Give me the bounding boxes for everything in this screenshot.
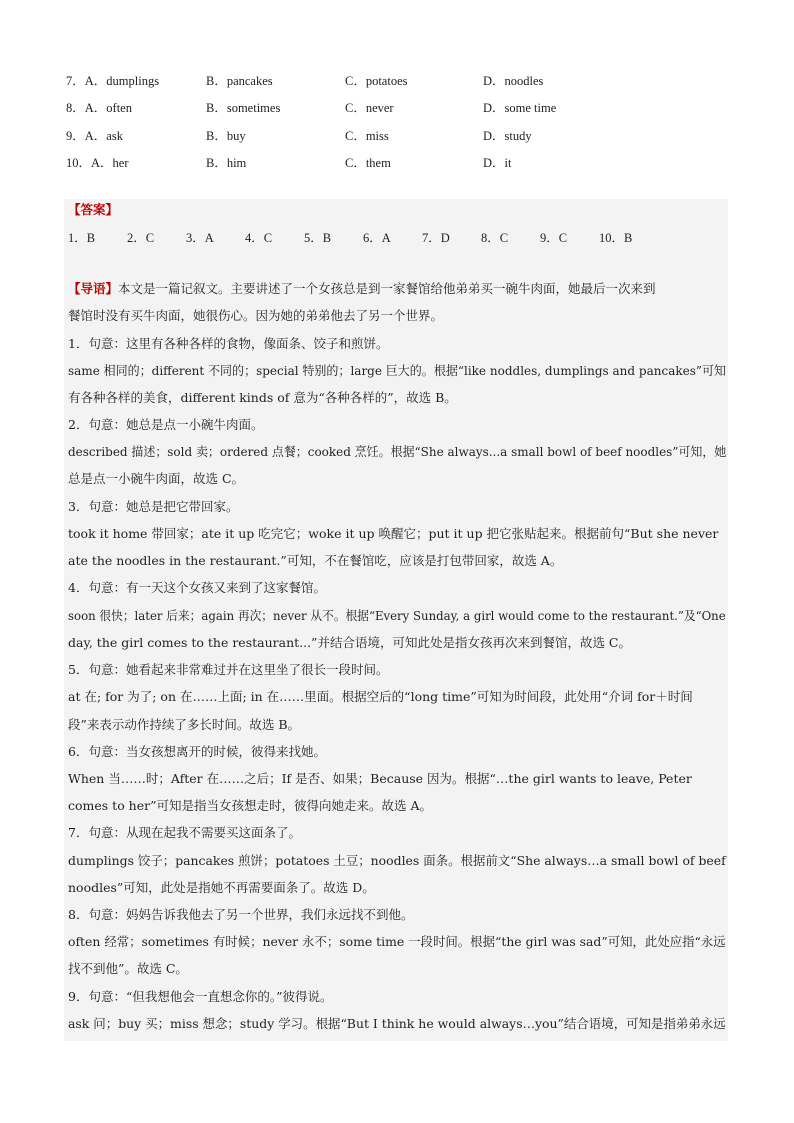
- explanation-line: 2．句意：她总是点一小碗牛肉面。: [68, 417, 264, 432]
- explanation-line: 8．句意：妈妈告诉我他去了另一个世界，我们永远找不到他。: [68, 907, 414, 922]
- explanation-line: day, the girl comes to the restaurant...”并结合语境，可知此处是指女孩再次来到餐馆，故选 C。: [68, 635, 631, 650]
- option-d: D．study: [483, 128, 532, 143]
- guide-text: 本文是一篇记叙文。主要讲述了一个女孩总是到一家餐馆给他弟弟买一碗牛肉面，她最后一次来到: [118, 281, 656, 296]
- option-b: B．him: [206, 156, 247, 171]
- answer-item: 7．D: [422, 231, 450, 245]
- explanation-line: 7．句意：从现在起我不需要买这面条了。: [68, 825, 301, 840]
- explanation-line: noodles”可知，此处是指她不再需要面条了。故选 D。: [68, 880, 375, 895]
- explanation-line: When 当……时；After 在……之后；If 是否、如果；Because 因为。根据“…the girl wants to leave, Peter: [68, 771, 692, 786]
- guide-line-2: 餐馆时没有买牛肉面，她很伤心。因为她的弟弟他去了另一个世界。: [68, 308, 444, 323]
- explanation-line: 4．句意：有一天这个女孩又来到了这家餐馆。: [68, 580, 326, 595]
- option-b: B．buy: [206, 128, 246, 143]
- explanation-line: often 经常；sometimes 有时候；never 永不；some time 一段时间。根据“the girl was sad”可知，此处应指“永远: [68, 934, 726, 949]
- explanation-line: 有各种各样的美食，different kinds of 意为“各种各样的”，故选 B。: [68, 390, 457, 405]
- option-d: D．it: [483, 156, 512, 171]
- explanation-line: 1．句意：这里有各种各样的食物，像面条、饺子和煎饼。: [68, 336, 389, 351]
- answer-item: 4．C: [245, 231, 273, 245]
- explanation-line: 找不到他”。故选 C。: [68, 961, 188, 976]
- option-b: B．sometimes: [206, 101, 281, 116]
- explanation-line: ate the noodles in the restaurant.”可知，不在餐馆吃，应该是打包带回家，故选 A。: [68, 553, 563, 568]
- option-c: C．them: [345, 156, 391, 171]
- option-row-9: [66, 121, 726, 149]
- answer-item: 10．B: [599, 231, 633, 245]
- explanation-line: 5．句意：她看起来非常难过并在这里坐了很长一段时间。: [68, 662, 389, 677]
- answer-item: 5．B: [304, 231, 332, 245]
- option-row-10: [66, 149, 726, 177]
- option-d: D．some time: [483, 101, 557, 116]
- explanation-line: dumplings 饺子；pancakes 煎饼；potatoes 土豆；noodles 面条。根据前文“She always…a small bowl of beef: [68, 853, 726, 868]
- option-a: 8．A．often: [66, 101, 132, 116]
- answer-list: [68, 228, 658, 246]
- explanation-line: same 相同的；different 不同的；special 特别的；large 巨大的。根据“like noddles, dumplings and pancakes”可知: [68, 363, 727, 378]
- option-row-8: [66, 94, 726, 122]
- guide-line-1: [68, 280, 656, 298]
- explanation-line: ask 问；buy 买；miss 想念；study 学习。根据“But I think he would always…you”结合语境，可知是指弟弟永远: [68, 1016, 726, 1031]
- options-block: [66, 66, 726, 176]
- explanation-line: comes to her”可知是指当女孩想走时，彼得向她走来。故选 A。: [68, 798, 433, 813]
- explanation-line: 6．句意：当女孩想离开的时候，彼得来找她。: [68, 744, 326, 759]
- explanation-line: took it home 带回家；ate it up 吃完它；woke it up 唤醒它；put it up 把它张贴起来。根据前句“But she never: [68, 526, 719, 541]
- answer-item: 6．A: [363, 231, 391, 245]
- explanation-line: 总是点一小碗牛肉面，故选 C。: [68, 471, 245, 486]
- option-a: 10．A．her: [66, 156, 129, 171]
- explanation-line: 段”来表示动作持续了多长时间。故选 B。: [68, 717, 301, 732]
- option-b: B．pancakes: [206, 73, 273, 88]
- option-c: C．miss: [345, 128, 389, 143]
- explanation-line: 9．句意：“但我想他会一直想念你的。”彼得说。: [68, 989, 333, 1004]
- answer-item: 9．C: [540, 231, 568, 245]
- explanation-line: described 描述；sold 卖；ordered 点餐；cooked 烹饪。根据“She always...a small bowl of beef noodles”可知，她: [68, 444, 727, 459]
- answer-heading: 【答案】: [68, 202, 119, 217]
- answer-item: 1．B: [68, 231, 96, 245]
- answer-item: 8．C: [481, 231, 509, 245]
- option-a: 9．A．ask: [66, 128, 123, 143]
- explanation-line: at 在; for 为了; on 在……上面; in 在……里面。根据空后的“long time”可知为时间段，此处用“介词 for＋时间: [68, 689, 693, 704]
- answer-item: 3．A: [186, 231, 214, 245]
- option-c: C．potatoes: [345, 73, 408, 88]
- explanation-line: 3．句意：她总是把它带回家。: [68, 499, 239, 514]
- option-row-7: [66, 66, 726, 94]
- option-c: C．never: [345, 101, 394, 116]
- explanation-line: soon 很快；later 后来；again 再次；never 从不。根据“Every Sunday, a girl would come to the restaurant.”及“One: [68, 608, 726, 623]
- guide-label: 【导语】: [68, 281, 119, 296]
- option-a: 7．A．dumplings: [66, 73, 160, 88]
- answer-item: 2．C: [127, 231, 155, 245]
- option-d: D．noodles: [483, 73, 544, 88]
